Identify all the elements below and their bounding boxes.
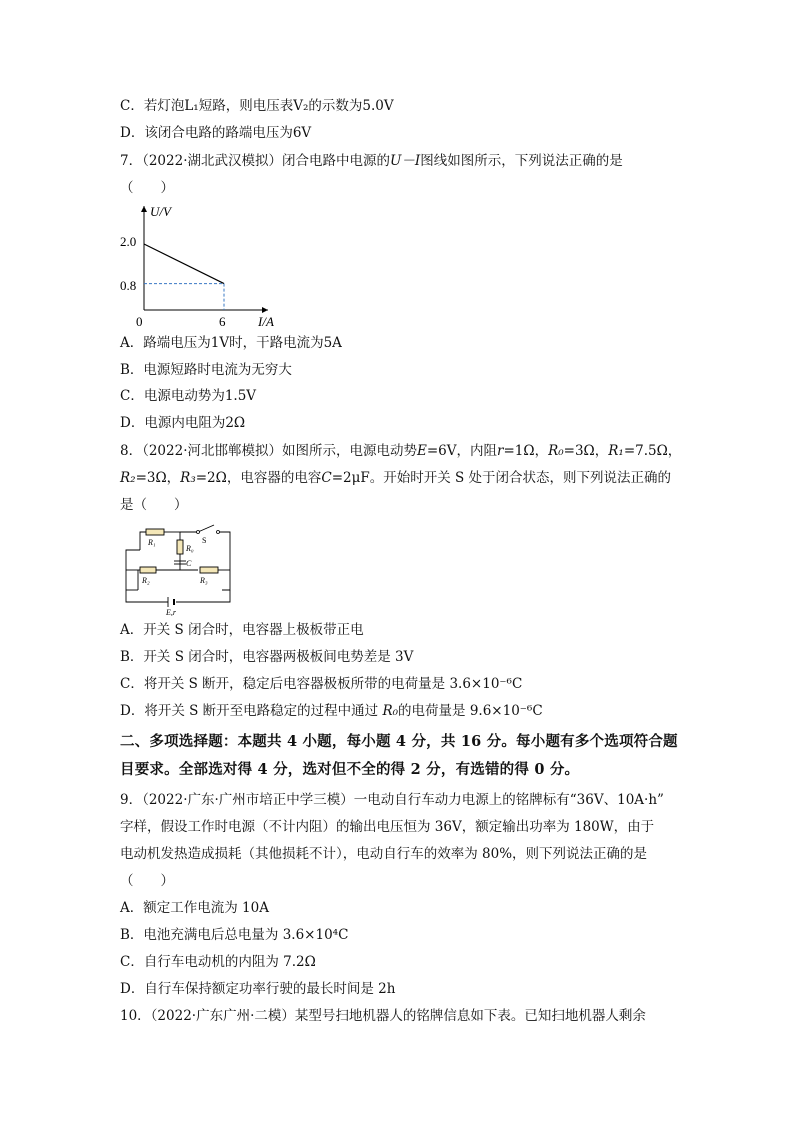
q8-option-b: B．开关 S 闭合时，电容器两极板间电势差是 3V [120,649,414,665]
q8-option-d-text: 的电荷量是 9.6×10⁻⁶C [398,703,543,719]
q8-option-c: C．将开关 S 断开，稳定后电容器极板所带的电荷量是 3.6×10⁻⁶C [120,676,523,692]
q7-ui-chart [110,200,290,332]
q7-ui: U－I [390,153,421,169]
q8-stem-line3: 是（ ） [120,497,188,513]
q9-stem-line3: 电动机发热造成损耗（其他损耗不计），电动自行车的效率为 80%，则下列说法正确的是 [120,846,648,862]
q6-option-d: D．该闭合电路的路端电压为6V [120,125,312,141]
q9-option-d: D．自行车保持额定功率行驶的最长时间是 2h [120,981,396,997]
q7-option-b: B．电源短路时电流为无穷大 [120,362,292,378]
label-c: C [186,559,192,568]
q7-option-a: A．路端电压为1V时，干路电流为5A [120,335,342,351]
q8-stem-line2 [120,468,671,488]
q7-stem-end: 图线如图所示，下列说法正确的是 [420,153,623,169]
q9-option-c: C．自行车电动机的内阻为 7.2Ω [120,954,316,970]
label-er: E,r [166,608,176,616]
q7-stem [120,151,623,171]
q8-symbol-e: E [417,443,427,459]
q7-paren: （ ） [120,180,174,196]
q9-paren: （ ） [120,873,174,889]
switch-contact [197,531,200,534]
q8-option-d-text: D．将开关 S 断开至电路稳定的过程中通过 [120,703,379,719]
label-r1: R₁ [148,538,156,547]
resistor-r0 [177,540,183,554]
q8-symbol-r0: R₀ [382,703,399,719]
q8-circuit-diagram [118,520,246,616]
q7-stem-text: 7．（2022·湖北武汉模拟）闭合电路中电源的 [120,153,390,169]
q8-symbol-r2: R₂ [120,470,136,486]
q8-symbol-r: r [497,443,504,459]
q7-option-d: D．电源内电阻为2Ω [120,415,246,431]
q8-text: =6V，内阻 [426,443,498,459]
q8-text: =3Ω， [563,443,609,459]
resistor-r3 [200,567,218,573]
x-tick-6: 6 [219,314,226,329]
q8-text: =1Ω， [503,443,549,459]
q6-option-c: C．若灯泡L₁短路，则电压表V₂的示数为5.0V [120,98,394,114]
label-r0: R₀ [186,544,194,553]
q8-text: =2μF。开始时开关 S 处于闭合状态，则下列说法正确的 [331,470,672,486]
section2-heading: 二、多项选择题：本题共 4 小题，每小题 4 分，共 16 分。每小题有多个选项符合题 [120,733,678,750]
y-tick-0-8: 0.8 [120,278,137,293]
x-axis-label: I/A [258,314,274,329]
q8-option-d [120,701,543,721]
q8-symbol-r3: R₃ [180,470,196,486]
section2-heading-cont: 目要求。全部选对得 4 分，选对但不全的得 2 分，有选错的得 0 分。 [120,761,580,778]
q8-text: 8．（2022·河北邯郸模拟）如图所示，电源电动势 [120,443,417,459]
q8-text: =3Ω， [135,470,181,486]
label-r3: R₃ [200,576,208,585]
q8-symbol-c: C [321,470,332,486]
q10-stem-line1: 10．（2022·广东广州·二模）某型号扫地机器人的铭牌信息如下表。已知扫地机器人剩余 [120,1008,646,1024]
q8-text: =7.5Ω， [623,443,682,459]
q9-stem-line1: 9．（2022·广东·广州市培正中学三模）一电动自行车动力电源上的铭牌标有“36V、10A·h” [120,792,664,808]
q8-symbol-r0: R₀ [548,443,564,459]
label-s: S [202,536,207,545]
q7-option-c: C．电源电动势为1.5V [120,388,257,404]
q8-symbol-r1: R₁ [608,443,624,459]
label-r2: R₂ [142,576,150,585]
q9-option-b: B．电池充满电后总电量为 3.6×10⁴C [120,927,349,943]
y-axis-label: U/V [150,204,171,219]
q8-option-a: A．开关 S 闭合时，电容器上极板带正电 [120,622,364,638]
x-tick-0: 0 [136,314,143,329]
ui-series-line [144,244,224,284]
q8-stem-line1 [120,441,681,461]
q8-text: =2Ω，电容器的电容 [195,470,322,486]
q9-option-a: A．额定工作电流为 10A [120,900,269,916]
resistor-r1 [146,529,164,535]
switch-contact [217,531,220,534]
q9-stem-line2: 字样，假设工作时电源（不计内阻）的输出电压恒为 36V，额定输出功率为 180W，由于 [120,819,655,835]
resistor-r2 [140,567,156,573]
y-tick-2-0: 2.0 [120,234,137,249]
